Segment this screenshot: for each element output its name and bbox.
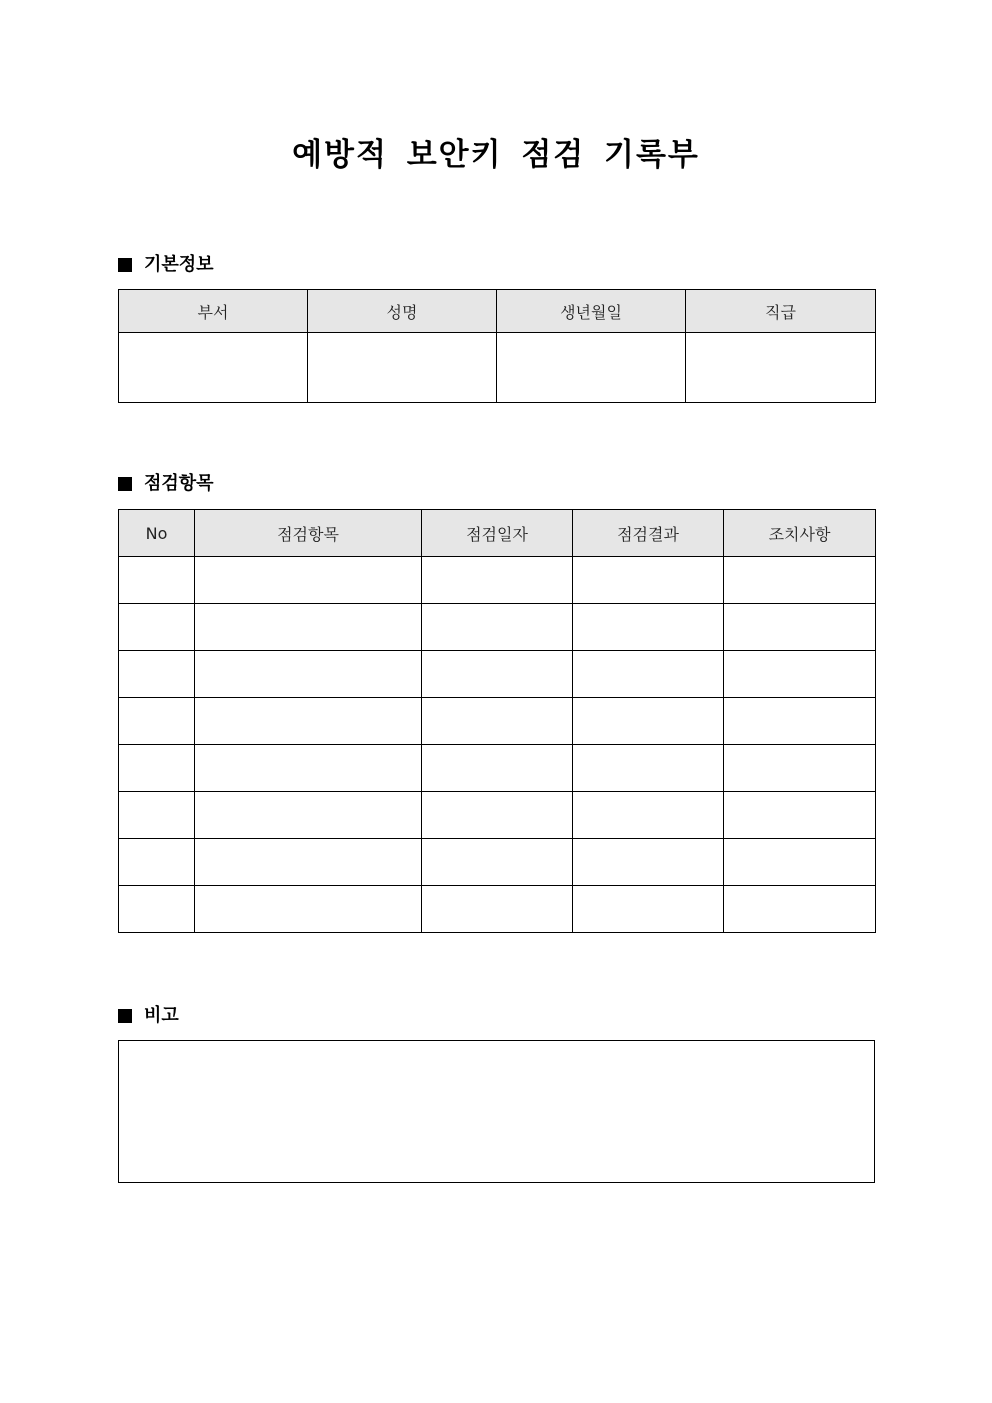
table-row bbox=[119, 886, 876, 933]
result-cell[interactable] bbox=[573, 792, 724, 839]
header-position: 직급 bbox=[686, 290, 876, 333]
header-inspection-date: 점검일자 bbox=[422, 510, 573, 557]
item-cell[interactable] bbox=[195, 745, 422, 792]
table-row bbox=[119, 745, 876, 792]
basic-info-heading bbox=[118, 253, 214, 277]
header-name: 성명 bbox=[308, 290, 497, 333]
square-bullet-icon bbox=[118, 258, 132, 272]
no-cell[interactable] bbox=[119, 745, 195, 792]
item-cell[interactable] bbox=[195, 698, 422, 745]
table-row bbox=[119, 651, 876, 698]
item-cell[interactable] bbox=[195, 792, 422, 839]
remarks-heading-label: 비고 bbox=[144, 1005, 179, 1026]
position-field[interactable] bbox=[686, 333, 876, 403]
action-cell[interactable] bbox=[724, 651, 876, 698]
basic-info-header-row bbox=[119, 290, 876, 333]
result-cell[interactable] bbox=[573, 745, 724, 792]
item-cell[interactable] bbox=[195, 557, 422, 604]
basic-info-heading-label: 기본정보 bbox=[144, 254, 214, 275]
no-cell[interactable] bbox=[119, 651, 195, 698]
date-cell[interactable] bbox=[422, 698, 573, 745]
table-row bbox=[119, 792, 876, 839]
action-cell[interactable] bbox=[724, 839, 876, 886]
date-cell[interactable] bbox=[422, 557, 573, 604]
header-birthdate: 생년월일 bbox=[497, 290, 686, 333]
result-cell[interactable] bbox=[573, 651, 724, 698]
inspection-heading bbox=[118, 472, 214, 496]
department-field[interactable] bbox=[119, 333, 308, 403]
no-cell[interactable] bbox=[119, 698, 195, 745]
table-row bbox=[119, 604, 876, 651]
square-bullet-icon bbox=[118, 477, 132, 491]
inspection-heading-label: 점검항목 bbox=[144, 473, 214, 494]
date-cell[interactable] bbox=[422, 886, 573, 933]
result-cell[interactable] bbox=[573, 557, 724, 604]
date-cell[interactable] bbox=[422, 839, 573, 886]
birthdate-field[interactable] bbox=[497, 333, 686, 403]
action-cell[interactable] bbox=[724, 604, 876, 651]
no-cell[interactable] bbox=[119, 839, 195, 886]
result-cell[interactable] bbox=[573, 839, 724, 886]
name-field[interactable] bbox=[308, 333, 497, 403]
no-cell[interactable] bbox=[119, 886, 195, 933]
header-inspection-result: 점검결과 bbox=[573, 510, 724, 557]
header-department: 부서 bbox=[119, 290, 308, 333]
basic-info-table bbox=[118, 289, 876, 403]
action-cell[interactable] bbox=[724, 745, 876, 792]
action-cell[interactable] bbox=[724, 557, 876, 604]
no-cell[interactable] bbox=[119, 604, 195, 651]
document-title: 예방적 보안키 점검 기록부 bbox=[292, 137, 700, 173]
date-cell[interactable] bbox=[422, 792, 573, 839]
inspection-header-row bbox=[119, 510, 876, 557]
date-cell[interactable] bbox=[422, 651, 573, 698]
item-cell[interactable] bbox=[195, 886, 422, 933]
date-cell[interactable] bbox=[422, 745, 573, 792]
action-cell[interactable] bbox=[724, 698, 876, 745]
action-cell[interactable] bbox=[724, 792, 876, 839]
header-no: No bbox=[119, 510, 195, 557]
square-bullet-icon bbox=[118, 1009, 132, 1023]
basic-info-value-row bbox=[119, 333, 876, 403]
item-cell[interactable] bbox=[195, 839, 422, 886]
header-inspection-item: 점검항목 bbox=[195, 510, 422, 557]
item-cell[interactable] bbox=[195, 604, 422, 651]
table-row bbox=[119, 698, 876, 745]
no-cell[interactable] bbox=[119, 557, 195, 604]
result-cell[interactable] bbox=[573, 604, 724, 651]
no-cell[interactable] bbox=[119, 792, 195, 839]
item-cell[interactable] bbox=[195, 651, 422, 698]
inspection-table bbox=[118, 509, 876, 933]
date-cell[interactable] bbox=[422, 604, 573, 651]
table-row bbox=[119, 557, 876, 604]
result-cell[interactable] bbox=[573, 886, 724, 933]
remarks-heading bbox=[118, 1004, 179, 1028]
action-cell[interactable] bbox=[724, 886, 876, 933]
table-row bbox=[119, 839, 876, 886]
result-cell[interactable] bbox=[573, 698, 724, 745]
remarks-box[interactable] bbox=[118, 1040, 875, 1183]
header-action-taken: 조치사항 bbox=[724, 510, 876, 557]
